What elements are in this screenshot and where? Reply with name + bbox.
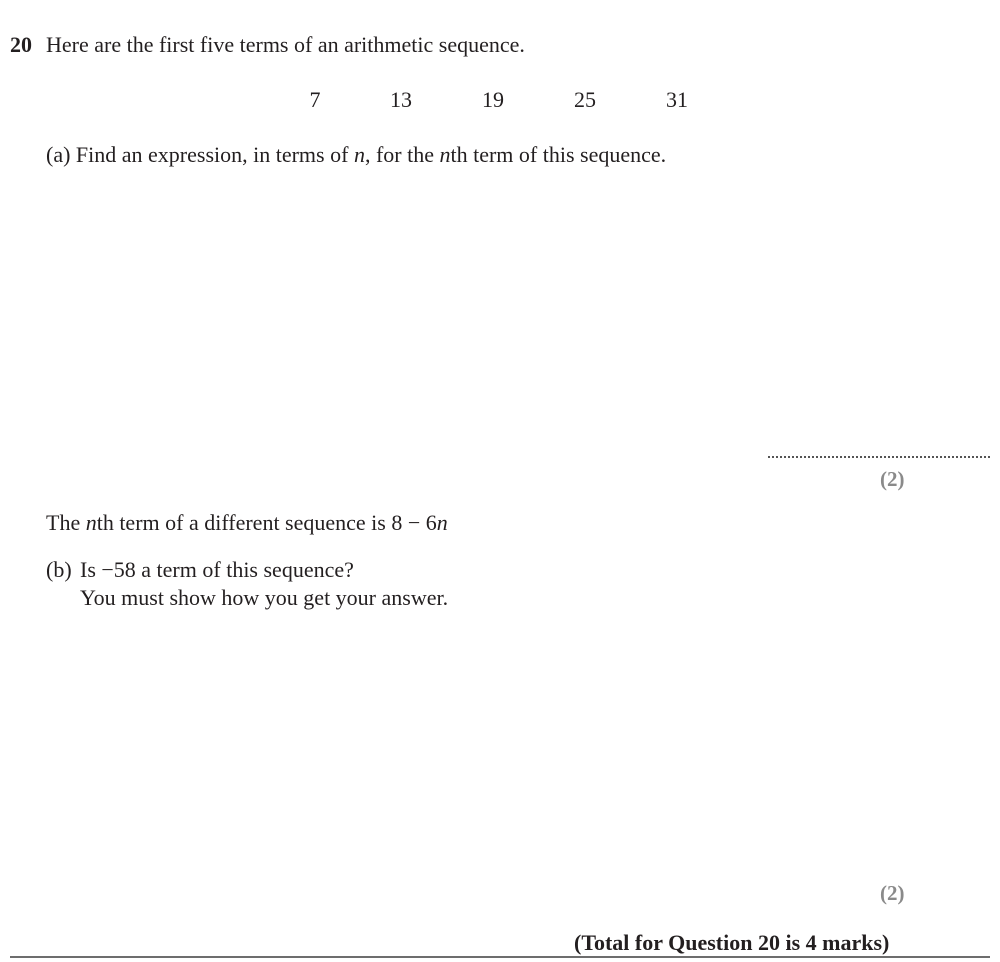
- question-number: 20: [10, 32, 32, 57]
- sequence-term-4: 25: [574, 87, 596, 112]
- statement-prefix: The: [46, 510, 86, 535]
- part-a-answer-line[interactable]: [768, 456, 990, 458]
- question-intro: Here are the first five terms of an arithmetic sequence.: [46, 32, 525, 57]
- part-b-marks: (2): [880, 881, 905, 905]
- variable-n: n: [436, 510, 448, 535]
- part-b-instruction: You must show how you get your answer.: [80, 585, 449, 610]
- part-a-question: [46, 142, 666, 168]
- part-a-marks: (2): [880, 467, 905, 491]
- sequence-term-1: 7: [309, 87, 321, 112]
- sequence-term-3: 19: [482, 87, 504, 112]
- question-total-marks: (Total for Question 20 is 4 marks): [574, 930, 890, 955]
- bottom-divider: [10, 956, 990, 958]
- sequence-term-2: 13: [390, 87, 412, 112]
- variable-n: n: [353, 142, 365, 167]
- variable-n: n: [439, 142, 451, 167]
- sequence-term-5: 31: [666, 87, 688, 112]
- part-b-question: Is −58 a term of this sequence?: [80, 557, 354, 582]
- part-b-label: (b): [46, 557, 72, 582]
- statement-middle: th term of a different sequence is 8 − 6: [96, 510, 437, 535]
- variable-n: n: [85, 510, 97, 535]
- nth-term-statement: [46, 510, 448, 536]
- part-a-prefix: (a) Find an expression, in terms of: [46, 142, 354, 167]
- part-a-suffix: th term of this sequence.: [450, 142, 667, 167]
- part-a-middle: , for the: [364, 142, 440, 167]
